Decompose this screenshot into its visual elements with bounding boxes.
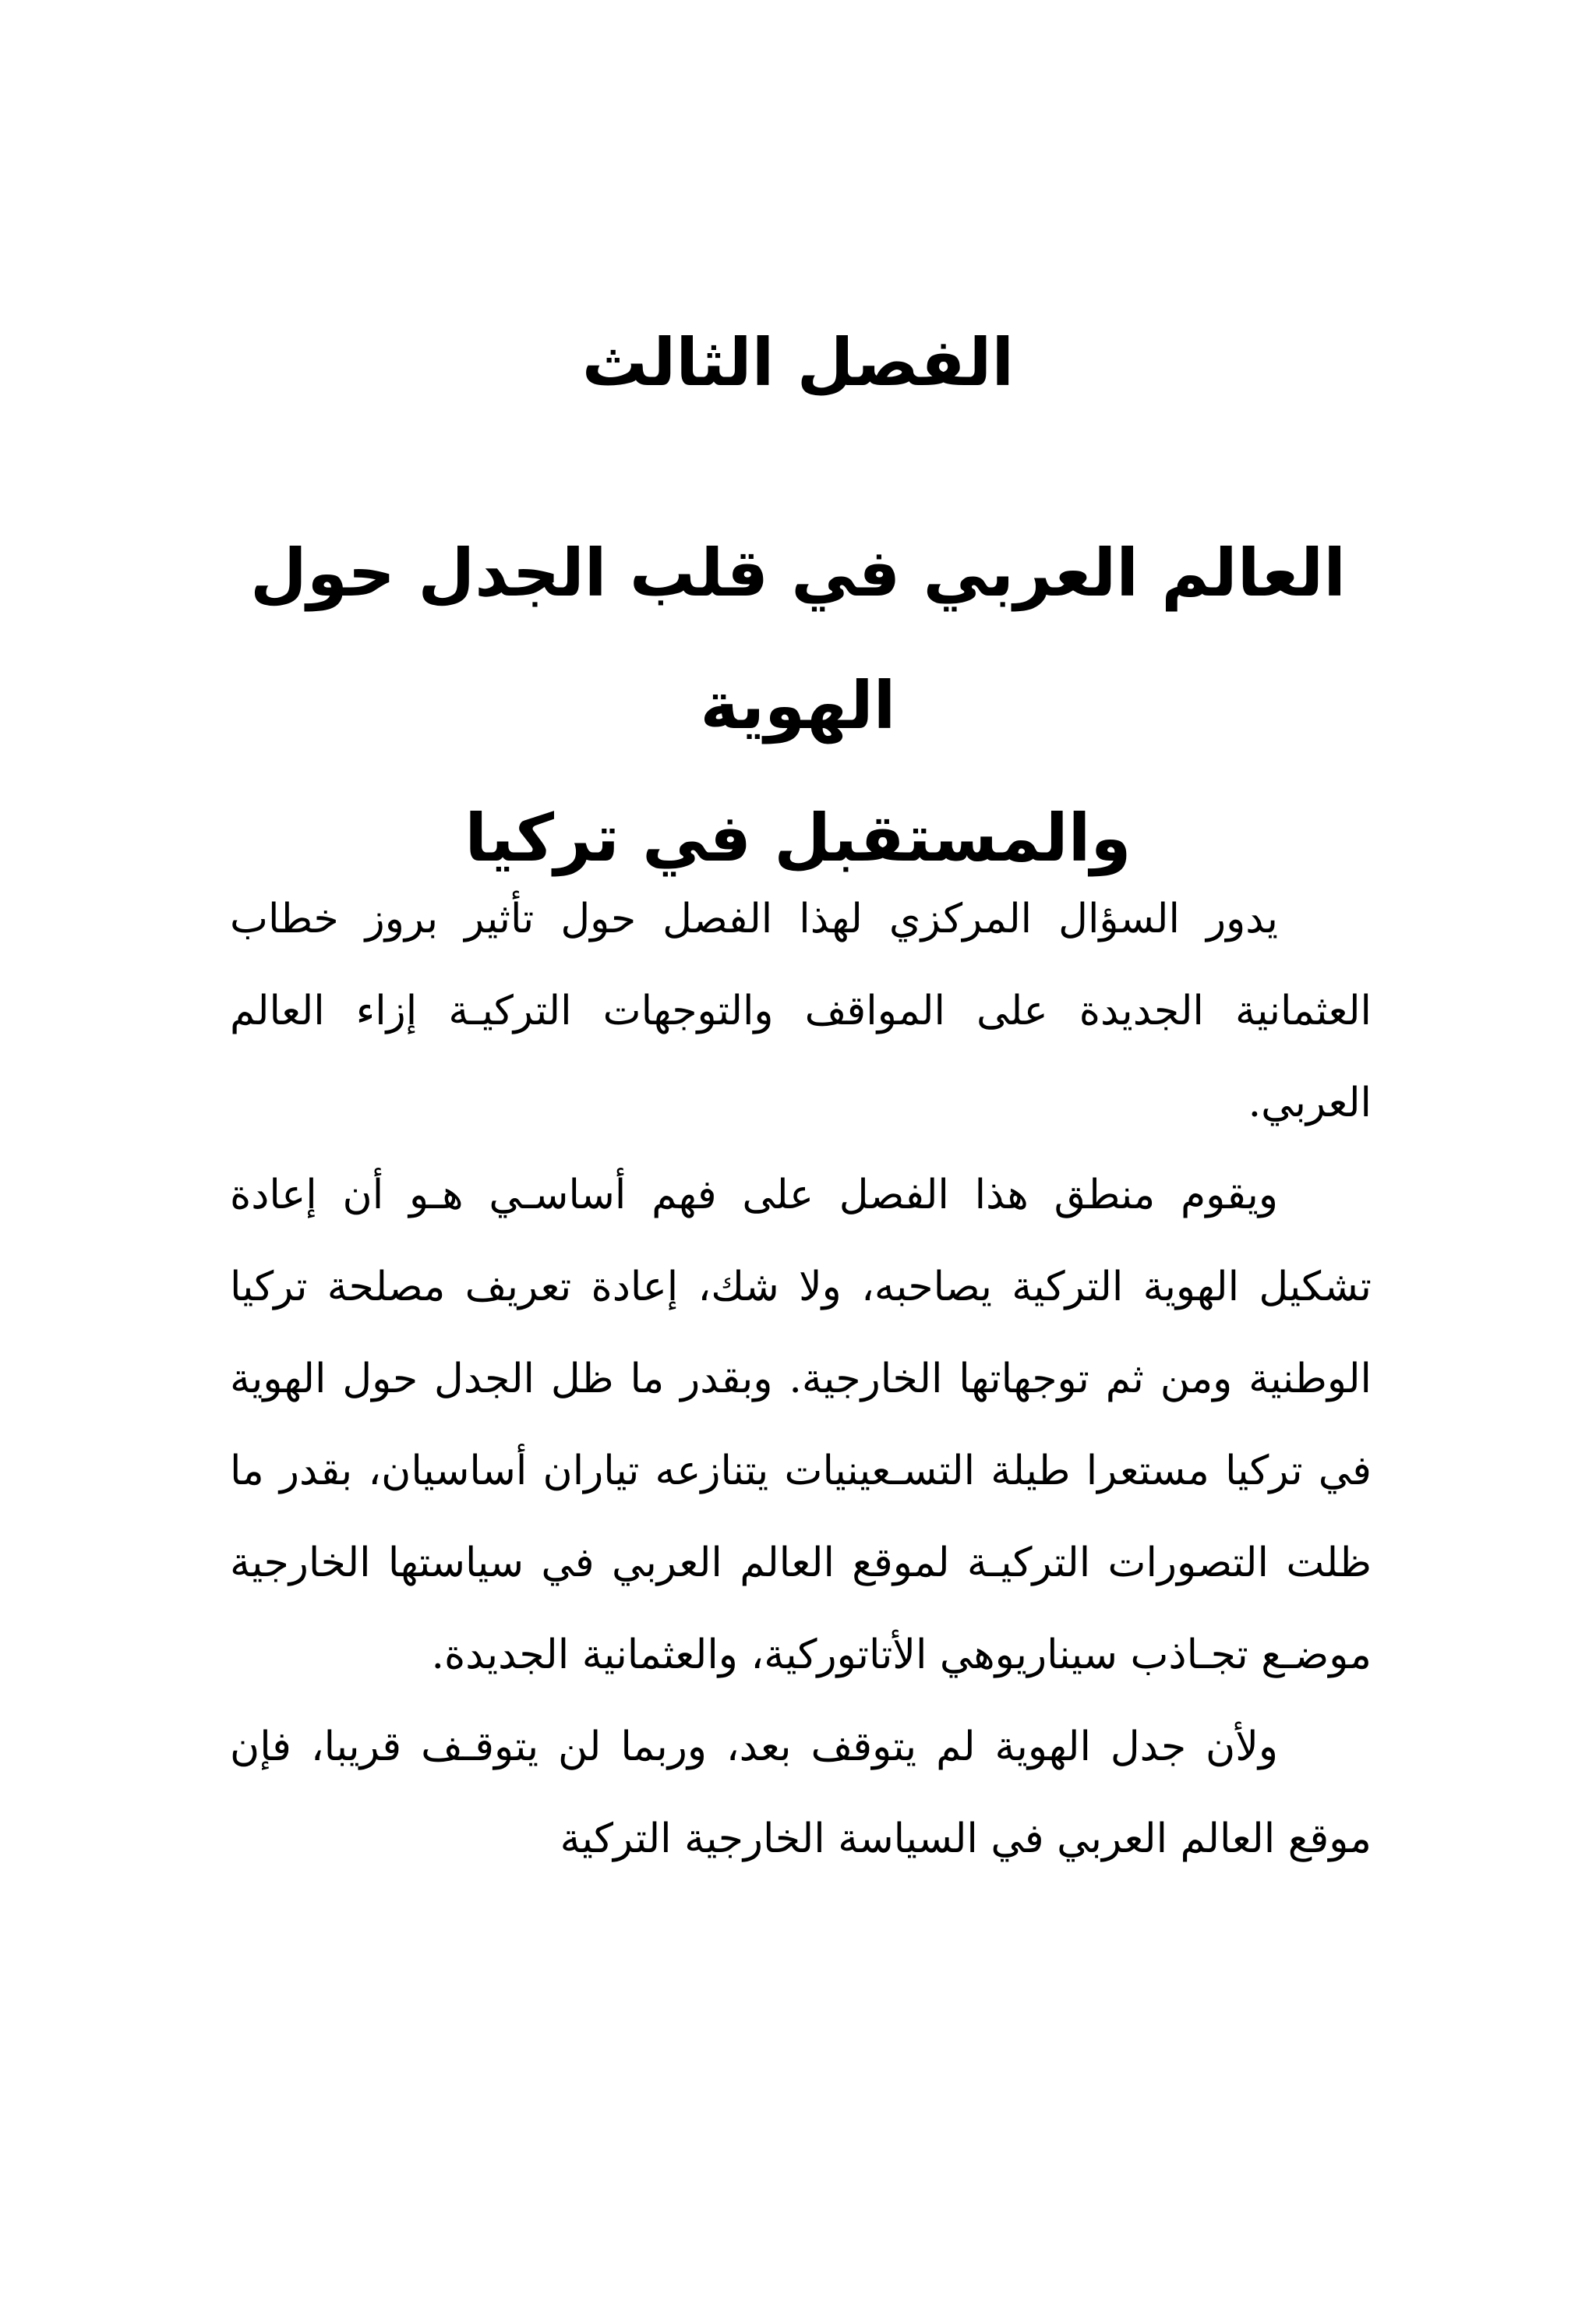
paragraph-2: ويقوم منطق هذا الفصل على فهم أساسـي هـو أن إعادة تشكيل الهوية التركية يصاحبه، ولا شك، إعادة تعريف مصلحة تركيا الوطنية ومن ثم توجهاتها الخارجية. وبقدر ما ظل الجدل حول الهوية في تركيا مستعرا طيلة التسـعينيات يتنازعه تياران أساسيان، بقدر ما ظلت التصورات التركيـة لموقع العالم العربي في سياستها الخارجية موضـع تجـاذب سيناريوهي الأتاتوركية، والعثمانية الجديدة.: [230, 1172, 1372, 1678]
body-text: [230, 873, 1372, 1885]
paragraph-3: ولأن جدل الهوية لم يتوقف بعد، وربما لن يتوقـف قريبا، فإن موقع العالم العربي في السياسة الخارجية التركية: [230, 1723, 1372, 1862]
paragraph-1: يدور السؤال المركزي لهذا الفصل حول تأثير بروز خطاب العثمانية الجديدة على المواقف والتوجهات التركيـة إزاء العالم العربي.: [230, 896, 1372, 1126]
chapter-title-line-2: والمستقبل في تركيا: [464, 800, 1132, 876]
chapter-title: [203, 507, 1393, 904]
chapter-label: الفصل الثالث: [581, 324, 1015, 401]
chapter-title-line-1: العالم العربي في قلب الجدل حول الهوية: [249, 535, 1346, 744]
